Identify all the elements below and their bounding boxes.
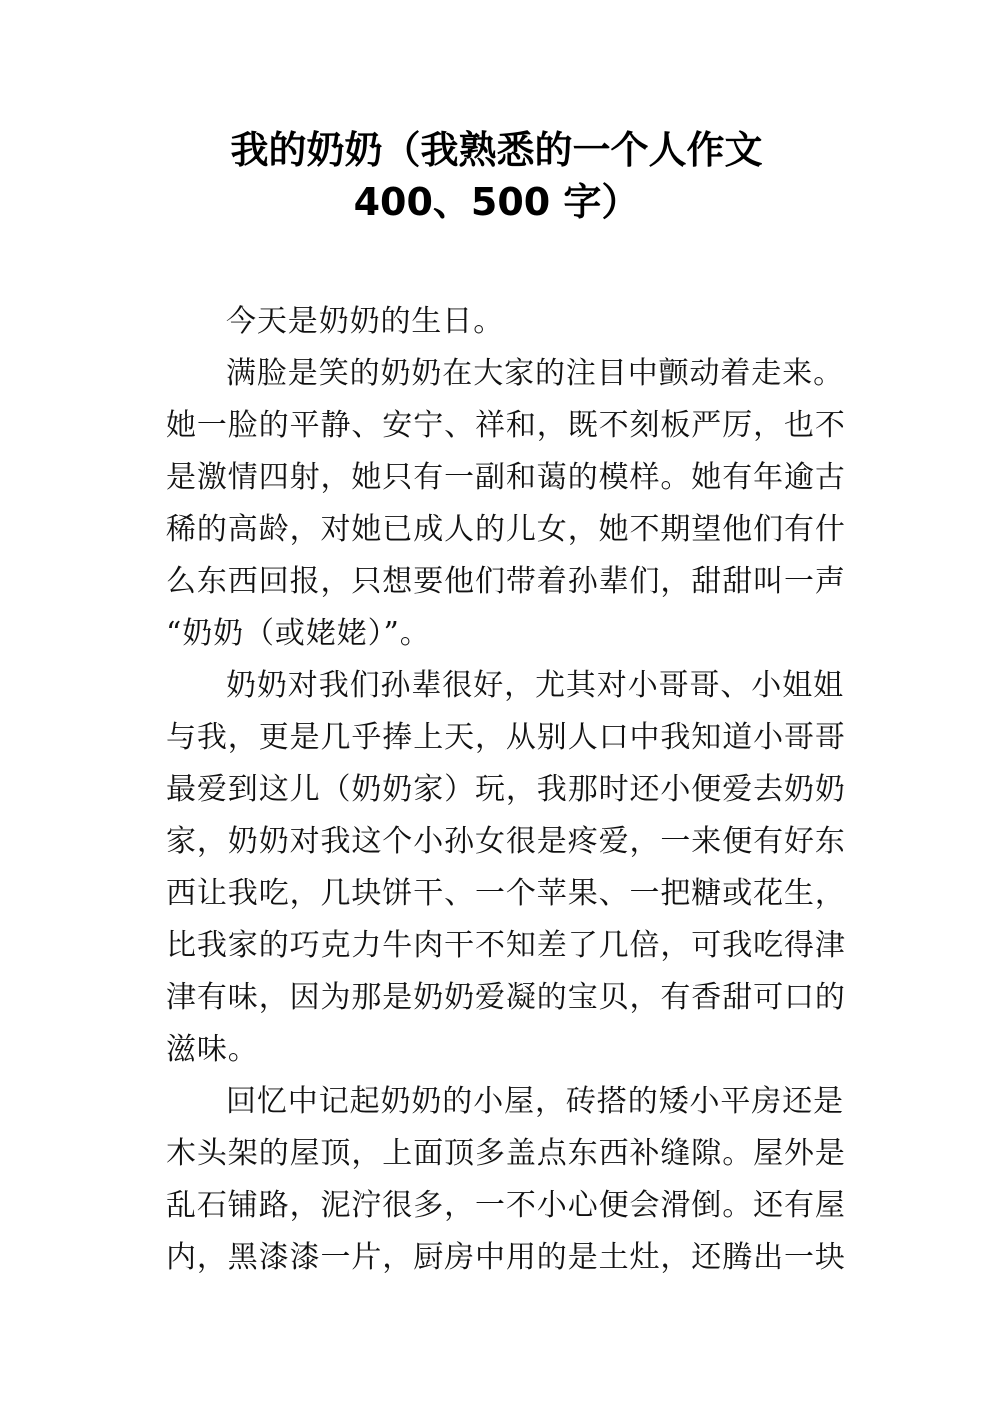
document-title-line-1: 我的奶奶（我熟悉的一个人作文 — [230, 128, 763, 172]
text-line: 滋味。 — [166, 1032, 259, 1067]
text-line: 今天是奶奶的生日。 — [226, 304, 505, 339]
paragraph-4 — [166, 1076, 846, 1284]
document-body — [166, 296, 846, 1284]
text-line: 木头架的屋顶，上面顶多盖点东西补缝隙。屋外是 — [166, 1136, 846, 1171]
text-line: 内，黑漆漆一片，厨房中用的是土灶，还腾出一块 — [166, 1240, 846, 1275]
text-line: 西让我吃，几块饼干、一个苹果、一把糖或花生， — [166, 876, 846, 911]
paragraph-1 — [166, 296, 828, 348]
text-line: 津有味，因为那是奶奶爱凝的宝贝，有香甜可口的 — [166, 980, 846, 1015]
text-line: 是激情四射，她只有一副和蔼的模样。她有年逾古 — [166, 460, 846, 495]
text-line: 家，奶奶对我这个小孙女很是疼爱，一来便有好东 — [166, 824, 846, 859]
paragraph-3 — [166, 660, 846, 1076]
document-title-line-2: 400、500 字） — [353, 180, 640, 224]
text-line: “奶奶（或姥姥）”。 — [166, 616, 431, 651]
text-line: 么东西回报，只想要他们带着孙辈们，甜甜叫一声 — [166, 564, 846, 599]
text-line: 满脸是笑的奶奶在大家的注目中颤动着走来。 — [226, 356, 844, 391]
paragraph-2 — [166, 348, 846, 660]
text-line: 与我，更是几乎捧上天，从别人口中我知道小哥哥 — [166, 720, 846, 755]
text-line: 最爱到这儿（奶奶家）玩，我那时还小便爱去奶奶 — [166, 772, 846, 807]
text-line: 回忆中记起奶奶的小屋，砖搭的矮小平房还是 — [226, 1084, 844, 1119]
text-line: 奶奶对我们孙辈很好，尤其对小哥哥、小姐姐 — [226, 668, 844, 703]
text-line: 稀的高龄，对她已成人的儿女，她不期望他们有什 — [166, 512, 846, 547]
text-line: 比我家的巧克力牛肉干不知差了几倍，可我吃得津 — [166, 928, 846, 963]
text-line: 她一脸的平静、安宁、祥和，既不刻板严厉，也不 — [166, 408, 846, 443]
text-line: 乱石铺路，泥泞很多，一不小心便会滑倒。还有屋 — [166, 1188, 846, 1223]
